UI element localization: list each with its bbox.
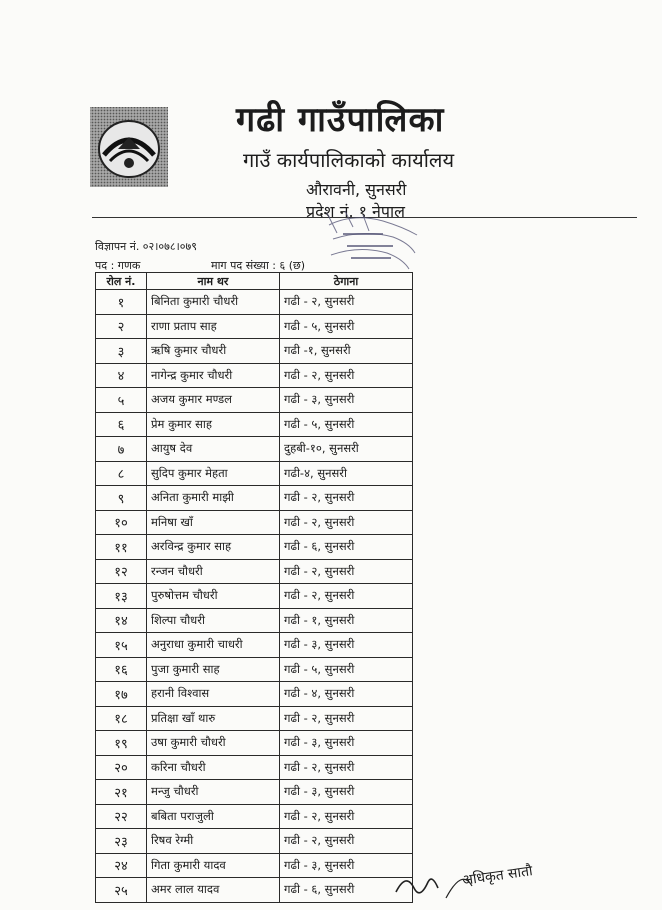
name-cell: मन्जु चौधरी [147,780,280,805]
name-cell: अनिता कुमारी माझी [147,486,280,511]
post-title: पद : गणक [95,259,141,272]
office-stamp [323,205,423,275]
column-header-address: ठेगाना [280,273,413,290]
roll-number-cell: ४ [96,363,147,388]
roll-number-cell: ९ [96,486,147,511]
address-cell: गढी - २, सुनसरी [280,804,413,829]
address-cell: गढी - २, सुनसरी [280,559,413,584]
notice-number: विज्ञापन नं. ०२।०७८।०७९ [95,240,197,253]
table-row [96,878,413,903]
name-cell: अजय कुमार मण्डल [147,388,280,413]
name-cell: मनिषा खाँ [147,510,280,535]
posts-required: माग पद संख्या : ६ (छ) [211,259,306,272]
roll-number-cell: ६ [96,412,147,437]
address-cell: दुहबी-१०, सुनसरी [280,437,413,462]
table-row [96,363,413,388]
name-cell: गिता कुमारी यादव [147,853,280,878]
roll-number-cell: ५ [96,388,147,413]
address-cell: गढी -१, सुनसरी [280,339,413,364]
candidate-table [95,272,413,903]
name-cell: ऋषि कुमार चौधरी [147,339,280,364]
table-row [96,608,413,633]
table-row [96,780,413,805]
roll-number-cell: ८ [96,461,147,486]
roll-number-cell: १ [96,290,147,315]
address-line-2: प्रदेश नं. १ नेपाल [306,202,405,221]
address-cell: गढी - ३, सुनसरी [280,388,413,413]
address-cell: गढी - ५, सुनसरी [280,412,413,437]
roll-number-cell: १५ [96,633,147,658]
address-cell: गढी - २, सुनसरी [280,510,413,535]
table-row [96,486,413,511]
address-cell: गढी - ३, सुनसरी [280,731,413,756]
office-subtitle: गाउँ कार्यपालिकाको कार्यालय [243,148,455,172]
name-cell: अरविन्द्र कुमार साह [147,535,280,560]
roll-number-cell: २५ [96,878,147,903]
table-row [96,510,413,535]
name-cell: बिनिता कुमारी चौधरी [147,290,280,315]
signature-text: अधिकृत सातौ [461,863,534,889]
table-row [96,853,413,878]
table-row [96,535,413,560]
roll-number-cell: ११ [96,535,147,560]
roll-number-cell: ७ [96,437,147,462]
name-cell: अमर लाल यादव [147,878,280,903]
table-body [96,290,413,903]
roll-number-cell: २३ [96,829,147,854]
table-row [96,559,413,584]
name-cell: राणा प्रताप साह [147,314,280,339]
address-cell: गढी - २, सुनसरी [280,829,413,854]
roll-number-cell: १७ [96,682,147,707]
roll-number-cell: २१ [96,780,147,805]
address-cell: गढी - २, सुनसरी [280,486,413,511]
table-row [96,290,413,315]
table-row [96,755,413,780]
table-row [96,731,413,756]
table-row [96,706,413,731]
municipality-emblem-logo [88,103,170,191]
address-cell: गढी-४, सुनसरी [280,461,413,486]
name-cell: प्रतिक्षा खाँ थारु [147,706,280,731]
address-cell: गढी - ५, सुनसरी [280,657,413,682]
roll-number-cell: १४ [96,608,147,633]
column-header-name: नाम थर [147,273,280,290]
name-cell: पुरुषोत्तम चौधरी [147,584,280,609]
address-cell: गढी - ३, सुनसरी [280,853,413,878]
address-cell: गढी - २, सुनसरी [280,755,413,780]
roll-number-cell: २२ [96,804,147,829]
table-header-row [96,273,413,290]
address-cell: गढी - २, सुनसरी [280,706,413,731]
name-cell: प्रेम कुमार साह [147,412,280,437]
column-header-roll: रोल नं. [96,273,147,290]
address-cell: गढी - ६, सुनसरी [280,535,413,560]
name-cell: करिना चौधरी [147,755,280,780]
table-row [96,829,413,854]
name-cell: सुदिप कुमार मेहता [147,461,280,486]
table-row [96,584,413,609]
table-row [96,657,413,682]
name-cell: आयुष देव [147,437,280,462]
table-row [96,339,413,364]
name-cell: रन्जन चौधरी [147,559,280,584]
roll-number-cell: २ [96,314,147,339]
roll-number-cell: २० [96,755,147,780]
name-cell: हरानी विश्वास [147,682,280,707]
name-cell: नागेन्द्र कुमार चौधरी [147,363,280,388]
roll-number-cell: १८ [96,706,147,731]
name-cell: उषा कुमारी चौधरी [147,731,280,756]
roll-number-cell: ३ [96,339,147,364]
address-cell: गढी - ४, सुनसरी [280,682,413,707]
municipality-title: गढी गाउँपालिका [236,100,445,140]
address-cell: गढी - ३, सुनसरी [280,633,413,658]
roll-number-cell: १३ [96,584,147,609]
address-cell: गढी - २, सुनसरी [280,363,413,388]
roll-number-cell: १६ [96,657,147,682]
table-row [96,388,413,413]
name-cell: पुजा कुमारी साह [147,657,280,682]
table-row [96,314,413,339]
address-cell: गढी - २, सुनसरी [280,290,413,315]
table-row [96,633,413,658]
table-row [96,437,413,462]
name-cell: शिल्पा चौधरी [147,608,280,633]
table-row [96,412,413,437]
roll-number-cell: १२ [96,559,147,584]
table-row [96,461,413,486]
address-cell: गढी - ३, सुनसरी [280,780,413,805]
address-cell: गढी - १, सुनसरी [280,608,413,633]
name-cell: रिषव रेग्मी [147,829,280,854]
name-cell: बबिता पराजुली [147,804,280,829]
name-cell: अनुराधा कुमारी चाधरी [147,633,280,658]
roll-number-cell: १० [96,510,147,535]
address-cell: गढी - ५, सुनसरी [280,314,413,339]
table-row [96,804,413,829]
address-cell: गढी - २, सुनसरी [280,584,413,609]
roll-number-cell: २४ [96,853,147,878]
roll-number-cell: १९ [96,731,147,756]
address-line-1: औरावनी, सुनसरी [306,180,407,199]
address-cell: गढी - ६, सुनसरी [280,878,413,903]
table-row [96,682,413,707]
